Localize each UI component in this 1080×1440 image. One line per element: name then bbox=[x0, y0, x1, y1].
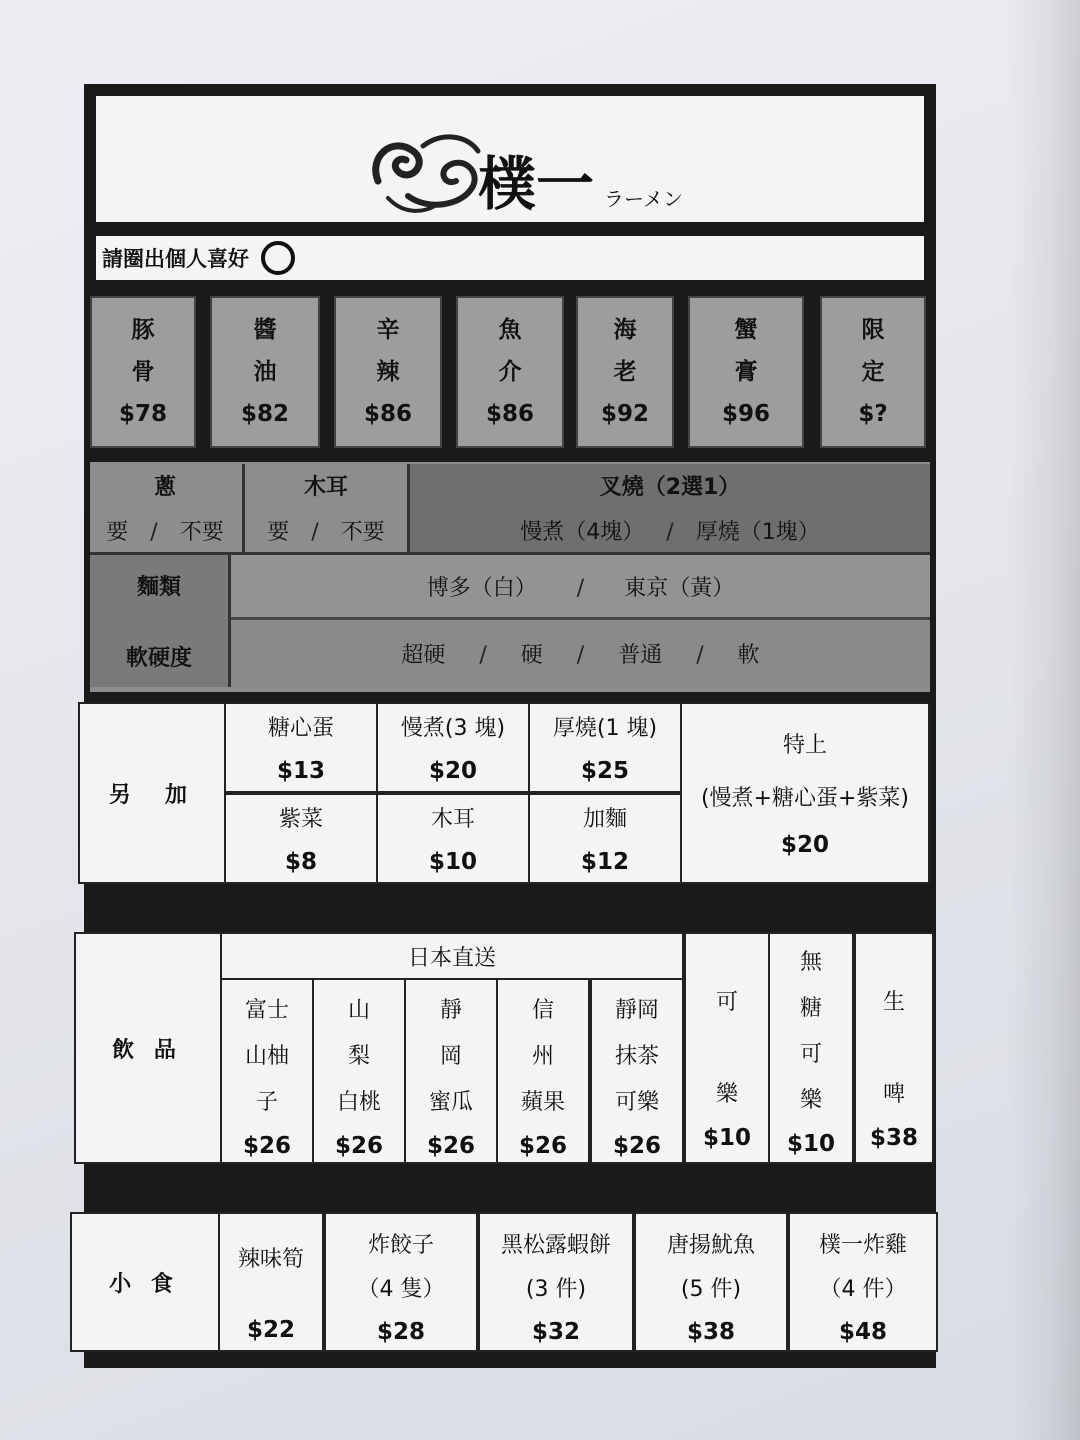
menu-sheet bbox=[84, 84, 936, 1368]
drink-name-line: 梨 bbox=[347, 1044, 370, 1069]
chashu-slow[interactable]: 慢煮（4塊） bbox=[520, 520, 645, 545]
snack-name: 樸一炸雞 bbox=[818, 1233, 907, 1258]
addon-item[interactable] bbox=[224, 793, 378, 884]
drink-name-line: 靜 bbox=[439, 998, 462, 1023]
addon-name: 木耳 bbox=[430, 807, 475, 832]
soup-option[interactable] bbox=[820, 296, 926, 448]
drink-name-line: 子 bbox=[255, 1090, 278, 1115]
addon-price: $10 bbox=[428, 849, 477, 875]
soup-name-line1: 豚 bbox=[131, 317, 155, 343]
drink-name-line: 可 bbox=[799, 1042, 822, 1067]
circle-icon bbox=[261, 241, 295, 275]
addon-name: 紫菜 bbox=[278, 807, 323, 832]
soup-name-line2: 膏 bbox=[734, 359, 758, 385]
soup-option[interactable] bbox=[210, 296, 320, 448]
drink-price: $10 bbox=[786, 1131, 835, 1157]
snack-price: $48 bbox=[838, 1319, 887, 1345]
drink-name-line: 樂 bbox=[715, 1082, 738, 1107]
drink-price: $26 bbox=[426, 1133, 475, 1159]
instruction-bar bbox=[96, 236, 924, 280]
brand-subtitle: ラーメン bbox=[604, 187, 684, 211]
snack-name: 黑松露蝦餅 bbox=[500, 1233, 611, 1258]
drink-name-line: 山柚 bbox=[244, 1044, 289, 1069]
soup-option[interactable] bbox=[456, 296, 564, 448]
addon-price: $13 bbox=[276, 758, 325, 784]
soup-name-line2: 介 bbox=[498, 359, 522, 385]
addon-name: 慢煮(3 塊) bbox=[400, 716, 506, 741]
drink-name-line: 信 bbox=[531, 998, 554, 1023]
special-combo[interactable] bbox=[680, 702, 930, 884]
snack-name: 炸餃子 bbox=[367, 1233, 434, 1258]
ornament-icon bbox=[368, 126, 484, 216]
soup-price: $78 bbox=[118, 401, 167, 427]
drink-price: $38 bbox=[869, 1125, 918, 1151]
drink-name-line: 無 bbox=[799, 950, 822, 975]
drink-name-line: 蜜瓜 bbox=[428, 1090, 473, 1115]
drink-name-line: 岡 bbox=[439, 1044, 462, 1069]
snack-qty: (3 件) bbox=[525, 1277, 587, 1302]
addon-item[interactable] bbox=[376, 702, 530, 793]
soup-option[interactable] bbox=[90, 296, 196, 448]
drink-name-line: 抹茶 bbox=[614, 1044, 659, 1069]
japan-drink-item[interactable] bbox=[496, 978, 590, 1164]
drink-price: $26 bbox=[612, 1133, 661, 1159]
woodear-option[interactable]: 木耳 要 / 不要 bbox=[245, 464, 407, 552]
noodle-label-cell bbox=[90, 555, 228, 687]
soup-name-line2: 油 bbox=[253, 359, 277, 385]
separator: / bbox=[576, 643, 585, 668]
soup-name-line1: 限 bbox=[861, 317, 885, 343]
paper-edge-shadow bbox=[1010, 0, 1080, 1440]
noodle-type-option[interactable]: 博多（白） / 東京（黃） bbox=[231, 555, 930, 617]
drink-name-line: 可樂 bbox=[614, 1090, 659, 1115]
scallion-yes[interactable]: 要 bbox=[106, 520, 129, 545]
logo bbox=[368, 126, 683, 216]
soup-name-line1: 醬 bbox=[253, 317, 277, 343]
drinks-label: 飲 品 bbox=[112, 1037, 182, 1063]
drink-name-line: 靜岡 bbox=[614, 998, 659, 1023]
soup-price: $96 bbox=[721, 401, 770, 427]
addon-item[interactable] bbox=[376, 793, 530, 884]
snack-item[interactable] bbox=[788, 1212, 938, 1352]
drink-price: $26 bbox=[334, 1133, 383, 1159]
addon-name: 糖心蛋 bbox=[267, 716, 334, 741]
noodle-tokyo[interactable]: 東京（黃） bbox=[624, 575, 735, 601]
drink-item[interactable] bbox=[684, 932, 770, 1164]
addon-price: $12 bbox=[580, 849, 629, 875]
soup-name-line1: 魚 bbox=[498, 317, 522, 343]
snack-price: $22 bbox=[246, 1317, 295, 1343]
addon-item[interactable] bbox=[528, 793, 682, 884]
soup-option[interactable] bbox=[576, 296, 674, 448]
firmness-label: 軟硬度 bbox=[125, 646, 192, 671]
addons-label-cell bbox=[78, 702, 224, 884]
addons-label: 另 加 bbox=[108, 782, 193, 808]
drink-name-line: 生 bbox=[882, 990, 905, 1015]
separator: / bbox=[479, 643, 487, 668]
drink-name-line: 樂 bbox=[799, 1088, 822, 1113]
drink-name-line: 富士 bbox=[244, 998, 289, 1023]
scallion-no[interactable]: 不要 bbox=[179, 520, 224, 545]
japan-direct-header: 日本直送 bbox=[220, 932, 684, 980]
chashu-label: 叉燒（2選1） bbox=[599, 475, 741, 500]
soup-price: $82 bbox=[240, 401, 289, 427]
brand-name: 樸一 bbox=[478, 150, 595, 218]
snack-price: $28 bbox=[376, 1319, 425, 1345]
drink-name-line: 可 bbox=[715, 990, 738, 1015]
drink-item[interactable] bbox=[768, 932, 854, 1164]
snack-item[interactable] bbox=[478, 1212, 634, 1352]
soup-name-line2: 定 bbox=[861, 359, 885, 385]
snacks-label: 小 食 bbox=[109, 1271, 179, 1297]
japan-drink-item[interactable] bbox=[220, 978, 314, 1164]
special-price: $20 bbox=[780, 832, 829, 858]
snack-name: 唐揚魷魚 bbox=[666, 1233, 755, 1258]
soup-name-line1: 蟹 bbox=[734, 317, 758, 343]
drink-price: $10 bbox=[702, 1125, 751, 1151]
firmness-choice[interactable]: 硬 bbox=[520, 643, 543, 668]
special-desc: (慢煮+糖心蛋+紫菜) bbox=[700, 786, 910, 811]
special-title: 特上 bbox=[782, 733, 827, 758]
snack-item[interactable] bbox=[634, 1212, 788, 1352]
noodle-hakata[interactable]: 博多（白） bbox=[426, 575, 537, 601]
snack-price: $32 bbox=[531, 1319, 580, 1345]
soup-name-line1: 辛 bbox=[376, 317, 400, 343]
drinks-label-cell bbox=[74, 932, 220, 1164]
soup-name-line2: 辣 bbox=[376, 359, 400, 385]
chashu-option[interactable]: 叉燒（2選1） 慢煮（4塊） / 厚燒（1塊） bbox=[410, 464, 930, 552]
drink-name-line: 糖 bbox=[799, 996, 822, 1021]
drink-name-line: 啤 bbox=[882, 1082, 905, 1107]
firmness-choice[interactable]: 軟 bbox=[737, 643, 760, 668]
drink-name-line: 山 bbox=[347, 998, 370, 1023]
scallion-option[interactable]: 蔥 要 / 不要 bbox=[90, 464, 240, 552]
logo-banner bbox=[96, 96, 924, 222]
instruction-text: 請圈出個人喜好 bbox=[102, 247, 249, 271]
chashu-thick[interactable]: 厚燒（1塊） bbox=[695, 520, 820, 545]
drink-item[interactable] bbox=[854, 932, 934, 1164]
addon-name: 加麵 bbox=[582, 807, 627, 832]
japan-drink-item[interactable] bbox=[312, 978, 406, 1164]
snacks-label-cell bbox=[70, 1212, 218, 1352]
firmness-option[interactable] bbox=[231, 620, 930, 687]
drink-name-line: 州 bbox=[531, 1044, 554, 1069]
soup-name-line2: 老 bbox=[613, 359, 637, 385]
soup-option[interactable] bbox=[334, 296, 442, 448]
snack-qty: （4 隻） bbox=[357, 1277, 445, 1302]
soup-price: $92 bbox=[600, 401, 649, 427]
japan-drink-item[interactable] bbox=[404, 978, 498, 1164]
drink-name-line: 蘋果 bbox=[520, 1090, 565, 1115]
addon-item[interactable] bbox=[528, 702, 682, 793]
snack-qty: （4 件） bbox=[819, 1277, 907, 1302]
soup-price: $86 bbox=[485, 401, 534, 427]
addon-item[interactable] bbox=[224, 702, 378, 793]
soup-name-line1: 海 bbox=[613, 317, 637, 343]
soup-name-line2: 骨 bbox=[131, 359, 155, 385]
soup-price: $? bbox=[858, 401, 888, 427]
addon-price: $8 bbox=[284, 849, 317, 875]
japan-drink-item[interactable] bbox=[590, 978, 684, 1164]
separator: / bbox=[696, 643, 704, 668]
snack-qty: (5 件) bbox=[680, 1277, 742, 1302]
snack-item[interactable] bbox=[324, 1212, 478, 1352]
snack-price: $38 bbox=[686, 1319, 735, 1345]
addon-price: $25 bbox=[580, 758, 629, 784]
noodle-label: 麵類 bbox=[136, 575, 181, 600]
soup-option[interactable] bbox=[688, 296, 804, 448]
woodear-yes[interactable]: 要 bbox=[267, 520, 290, 545]
drink-price: $26 bbox=[242, 1133, 291, 1159]
firmness-choice[interactable]: 超硬 bbox=[401, 643, 446, 668]
addon-name: 厚燒(1 塊) bbox=[552, 716, 658, 741]
drink-price: $26 bbox=[518, 1133, 567, 1159]
scallion-label: 蔥 bbox=[153, 475, 176, 500]
woodear-label: 木耳 bbox=[303, 475, 348, 500]
firmness-choice[interactable]: 普通 bbox=[618, 643, 663, 668]
snack-item[interactable] bbox=[218, 1212, 324, 1352]
drink-name-line: 白桃 bbox=[336, 1090, 381, 1115]
snack-name: 辣味筍 bbox=[237, 1247, 304, 1272]
soup-price: $86 bbox=[363, 401, 412, 427]
firmness-choices bbox=[401, 638, 759, 669]
woodear-no[interactable]: 不要 bbox=[340, 520, 385, 545]
addon-price: $20 bbox=[428, 758, 477, 784]
